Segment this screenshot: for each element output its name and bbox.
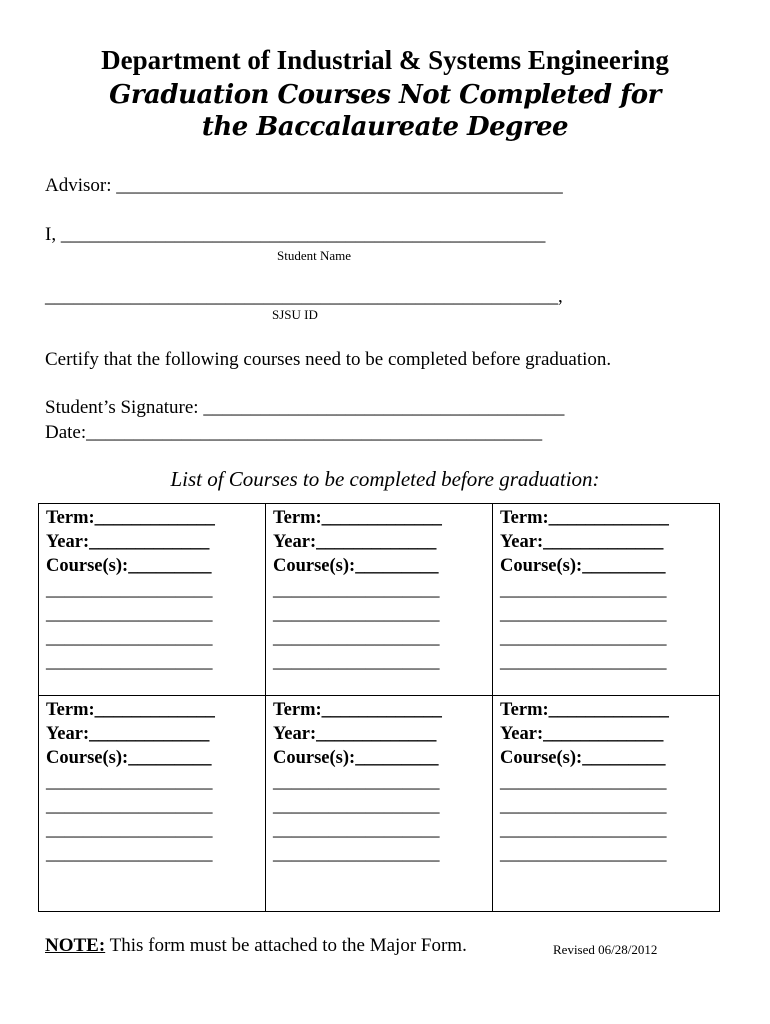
course-line[interactable]: __________________ xyxy=(46,628,213,648)
term-field[interactable]: Term:_____________ xyxy=(273,508,442,528)
signature-field[interactable]: Student’s Signature: ______________________________________ xyxy=(45,397,565,418)
courses-field[interactable]: Course(s):_________ xyxy=(500,748,666,769)
student-name-field[interactable]: I, ___________________________________________________ xyxy=(45,224,546,245)
form-subtitle-line1: Graduation Courses Not Completed for xyxy=(109,80,661,110)
courses-field[interactable]: Course(s):_________ xyxy=(273,748,439,769)
year-field[interactable]: Year:_____________ xyxy=(500,724,664,745)
courses-field[interactable]: Course(s):_________ xyxy=(500,556,666,576)
course-line[interactable]: __________________ xyxy=(273,628,440,648)
term-field[interactable]: Term:_____________ xyxy=(500,700,669,721)
page-title: Department of Industrial & Systems Engineering xyxy=(101,45,669,75)
year-field[interactable]: Year:_____________ xyxy=(273,724,437,745)
course-line[interactable]: __________________ xyxy=(500,604,667,624)
sjsu-id-caption: SJSU ID xyxy=(272,307,318,322)
certify-statement: Certify that the following courses need to be completed before graduation. xyxy=(45,349,612,370)
course-line[interactable]: __________________ xyxy=(46,844,213,865)
course-line[interactable]: __________________ xyxy=(46,604,213,624)
sjsu-id-field[interactable]: ______________________________________________________, xyxy=(45,286,563,307)
course-line[interactable]: __________________ xyxy=(273,604,440,624)
course-list-title: List of Courses to be completed before graduation: xyxy=(170,467,600,491)
footer-note xyxy=(45,935,467,957)
term-field[interactable]: Term:_____________ xyxy=(273,700,442,721)
term-field[interactable]: Term:_____________ xyxy=(500,508,669,528)
advisor-field[interactable]: Advisor: _______________________________________________ xyxy=(45,175,563,196)
year-field[interactable]: Year:_____________ xyxy=(500,532,664,552)
course-grid-row xyxy=(39,504,720,696)
courses-field[interactable]: Course(s):_________ xyxy=(46,556,212,576)
course-line[interactable]: __________________ xyxy=(273,844,440,865)
course-cell[interactable] xyxy=(266,696,493,912)
course-line[interactable]: __________________ xyxy=(500,820,667,841)
course-line[interactable]: __________________ xyxy=(273,580,440,600)
term-field[interactable]: Term:_____________ xyxy=(46,508,215,528)
course-cell[interactable] xyxy=(493,504,720,696)
course-line[interactable]: __________________ xyxy=(46,772,213,793)
course-line[interactable]: __________________ xyxy=(46,820,213,841)
courses-field[interactable]: Course(s):_________ xyxy=(273,556,439,576)
note-text: This form must be attached to the Major Form. xyxy=(105,935,467,956)
course-cell[interactable] xyxy=(493,696,720,912)
course-line[interactable]: __________________ xyxy=(500,652,667,672)
form-subtitle-line2: the Baccalaureate Degree xyxy=(201,112,569,142)
year-field[interactable]: Year:_____________ xyxy=(46,724,210,745)
course-line[interactable]: __________________ xyxy=(46,796,213,817)
course-grid xyxy=(38,503,720,912)
student-name-caption: Student Name xyxy=(277,248,352,263)
course-line[interactable]: __________________ xyxy=(273,772,440,793)
note-label: NOTE: xyxy=(45,935,106,956)
course-line[interactable]: __________________ xyxy=(500,844,667,865)
course-line[interactable]: __________________ xyxy=(500,628,667,648)
course-line[interactable]: __________________ xyxy=(273,652,440,672)
course-grid-row xyxy=(39,696,720,912)
course-cell[interactable] xyxy=(266,504,493,696)
course-cell[interactable] xyxy=(39,696,266,912)
year-field[interactable]: Year:_____________ xyxy=(46,532,210,552)
courses-field[interactable]: Course(s):_________ xyxy=(46,748,212,769)
course-line[interactable]: __________________ xyxy=(273,796,440,817)
course-line[interactable]: __________________ xyxy=(46,580,213,600)
year-field[interactable]: Year:_____________ xyxy=(273,532,437,552)
course-line[interactable]: __________________ xyxy=(273,820,440,841)
course-line[interactable]: __________________ xyxy=(500,796,667,817)
course-cell[interactable] xyxy=(39,504,266,696)
course-line[interactable]: __________________ xyxy=(46,652,213,672)
revision-date: Revised 06/28/2012 xyxy=(553,942,658,957)
term-field[interactable]: Term:_____________ xyxy=(46,700,215,721)
course-line[interactable]: __________________ xyxy=(500,580,667,600)
course-line[interactable]: __________________ xyxy=(500,772,667,793)
date-field[interactable]: Date:________________________________________________ xyxy=(45,422,543,443)
